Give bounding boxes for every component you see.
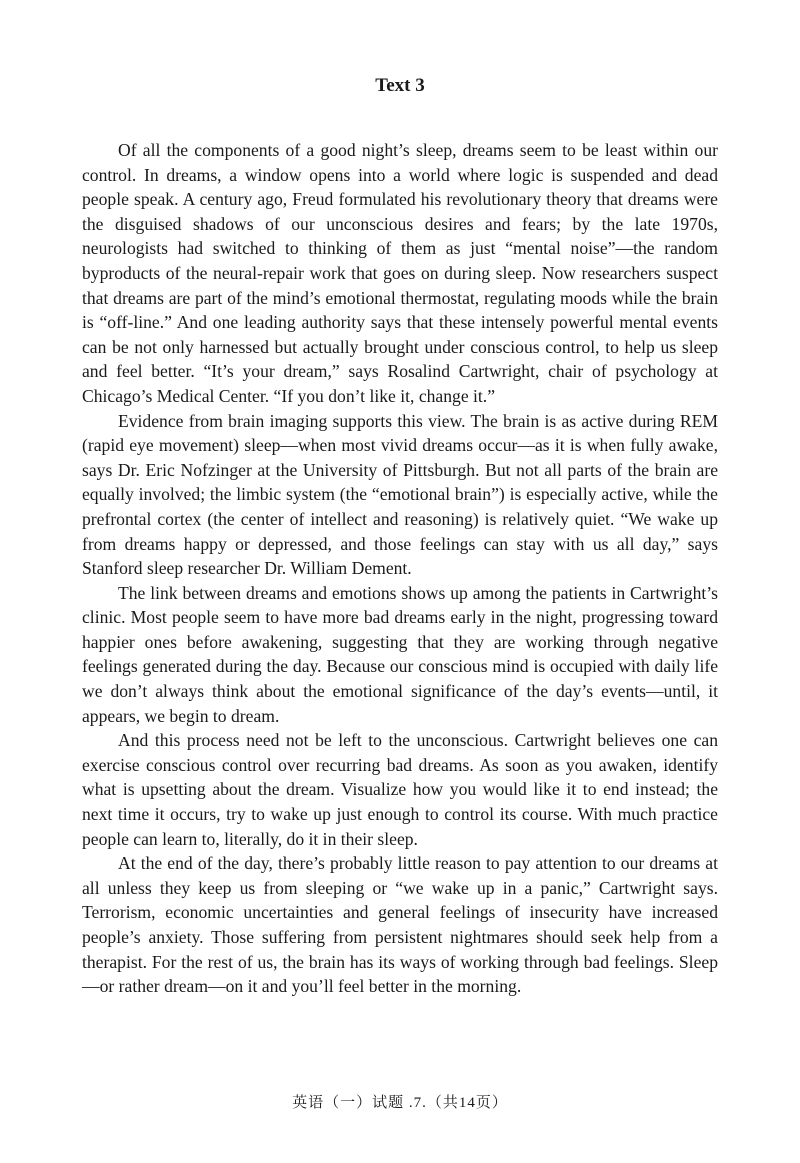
page-footer: 英语（一）试题 .7.（共14页）: [292, 1095, 508, 1111]
text-title: Text 3: [375, 75, 425, 96]
passage-body: [82, 138, 718, 999]
paragraph-1: Of all the components of a good night’s sleep, dreams seem to be least within our control. In dreams, a window opens into a world where logic is suspended and dead people speak. A century ago, Freud formulated his revolutionary theory that dreams were the disguised shadows of our unconscious desires and fears; by the late 1970s, neurologists had switched to thinking of them as just “mental noise”—the random byproducts of the neural-repair work that goes on during sleep. Now researchers suspect that dreams are part of the mind’s emotional thermostat, regulating moods while the brain is “off-line.” And one leading authority says that these intensely powerful mental events can be not only harnessed but actually brought under conscious control, to help us sleep and feel better. “It’s your dream,” says Rosalind Cartwright, chair of psychology at Chicago’s Medical Center. “If you don’t like it, change it.”: [82, 140, 718, 406]
paragraph-4: And this process need not be left to the unconscious. Cartwright believes one can exercise conscious control over recurring bad dreams. As soon as you awaken, identify what is upsetting about the dream. Visualize how you would like it to end instead; the next time it occurs, try to wake up just enough to control its course. With much practice people can learn to, literally, do it in their sleep.: [82, 730, 718, 849]
paragraph-2: Evidence from brain imaging supports this view. The brain is as active during REM (rapid eye movement) sleep—when most vivid dreams occur—as it is when fully awake, says Dr. Eric Nofzinger at the University of Pittsburgh. But not all parts of the brain are equally involved; the limbic system (the “emotional brain”) is especially active, while the prefrontal cortex (the center of intellect and reasoning) is relatively quiet. “We wake up from dreams happy or depressed, and those feelings can stay with us all day,” says Stanford sleep researcher Dr. William Dement.: [82, 410, 718, 579]
paragraph-5: At the end of the day, there’s probably little reason to pay attention to our dreams at all unless they keep us from sleeping or “we wake up in a panic,” Cartwright says. Terrorism, economic uncertainties and general feelings of insecurity have increased people’s anxiety. Those suffering from persistent nightmares should seek help from a therapist. For the rest of us, the brain has its ways of working through bad feelings. Sleep—or rather dream—on it and you’ll feel better in the morning.: [82, 853, 718, 997]
paragraph-3: The link between dreams and emotions shows up among the patients in Cartwright’s clinic. Most people seem to have more bad dreams early in the night, progressing toward happier ones before awakening, suggesting that they are working through negative feelings generated during the day. Because our conscious mind is occupied with daily life we don’t always think about the emotional significance of the day’s events—until, it appears, we begin to dream.: [82, 582, 718, 726]
